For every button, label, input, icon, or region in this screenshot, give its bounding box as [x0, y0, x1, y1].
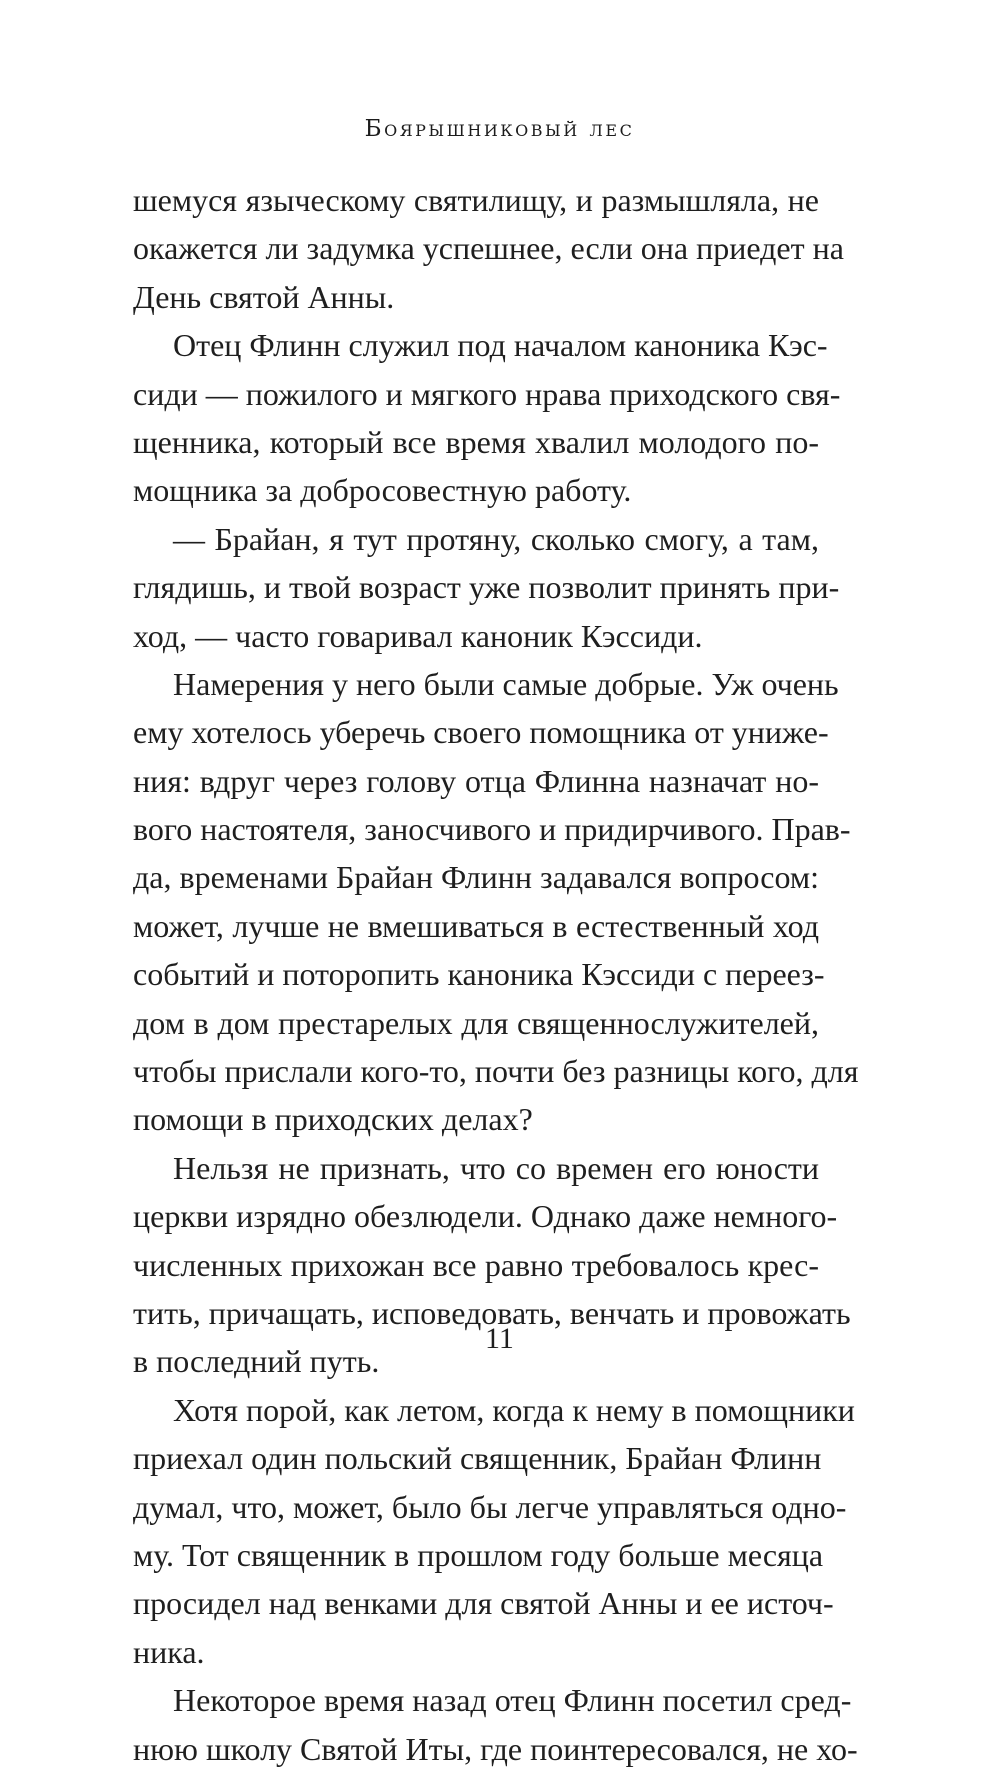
text-line: ему хотелось уберечь своего помощника от униже-: [133, 714, 829, 751]
paragraph-first-line: Некоторое время назад отец Флинн посетил сред-: [173, 1682, 852, 1719]
text-line: сиди — пожилого и мягкого нрава приходского свя-: [133, 375, 841, 412]
running-head: Боярышниковый лес: [364, 116, 635, 142]
page-number: 11: [485, 1322, 514, 1355]
text-line: окажется ли задумка успешнее, если она приедет на: [133, 230, 844, 267]
body-text: [133, 176, 859, 1773]
paragraph-first-line: Нельзя не признать, что со времен его юности: [173, 1149, 819, 1186]
text-line: да, временами Брайан Флинн задавался вопросом:: [133, 859, 819, 896]
text-line: думал, что, может, было бы легче управляться одно-: [133, 1488, 847, 1525]
text-line: тить, причащать, исповедовать, венчать и провожать: [133, 1294, 851, 1331]
text-line: событий и поторопить каноника Кэссиди с переез-: [133, 956, 825, 993]
text-line: чтобы прислали кого-то, почти без разницы кого, для: [133, 1053, 859, 1090]
text-line: дом в дом престарелых для священнослужителей,: [133, 1004, 819, 1041]
text-line: ход, — часто говаривал каноник Кэссиди.: [133, 617, 703, 654]
paragraph-first-line: Хотя порой, как летом, когда к нему в помощники: [173, 1391, 855, 1428]
text-line: помощи в приходских делах?: [133, 1101, 533, 1138]
text-line: приехал один польский священник, Брайан Флинн: [133, 1440, 822, 1477]
text-line: мощника за добросовестную работу.: [133, 472, 632, 509]
text-line: численных прихожан все равно требовалось крес-: [133, 1246, 819, 1283]
paragraph-first-line: Отец Флинн служил под началом каноника Кэс-: [173, 327, 828, 364]
text-line: церкви изрядно обезлюдели. Однако даже немного-: [133, 1198, 838, 1235]
text-line: в последний путь.: [133, 1343, 380, 1380]
text-line: ника.: [133, 1633, 205, 1670]
text-line: вого настоятеля, заносчивого и придирчивого. Прав-: [133, 811, 851, 848]
text-line: щенника, который все время хвалил молодого по-: [133, 423, 819, 460]
text-line: му. Тот священник в прошлом году больше месяца: [133, 1536, 824, 1573]
text-line: может, лучше не вмешиваться в естественный ход: [133, 907, 819, 944]
text-line: просидел над венками для святой Анны и ее источ-: [133, 1585, 834, 1622]
paragraph-first-line: Намерения у него были самые добрые. Уж очень: [173, 665, 839, 702]
text-line: ния: вдруг через голову отца Флинна назначат но-: [133, 762, 819, 799]
text-line: День святой Анны.: [133, 278, 395, 315]
text-line: нюю школу Святой Иты, где поинтересовался, не хо-: [133, 1730, 858, 1767]
text-line: глядишь, и твой возраст уже позволит принять при-: [133, 569, 840, 606]
paragraph-first-line: — Брайан, я тут протяну, сколько смогу, а там,: [173, 520, 819, 557]
text-line: шемуся языческому святилищу, и размышляла, не: [133, 182, 819, 218]
